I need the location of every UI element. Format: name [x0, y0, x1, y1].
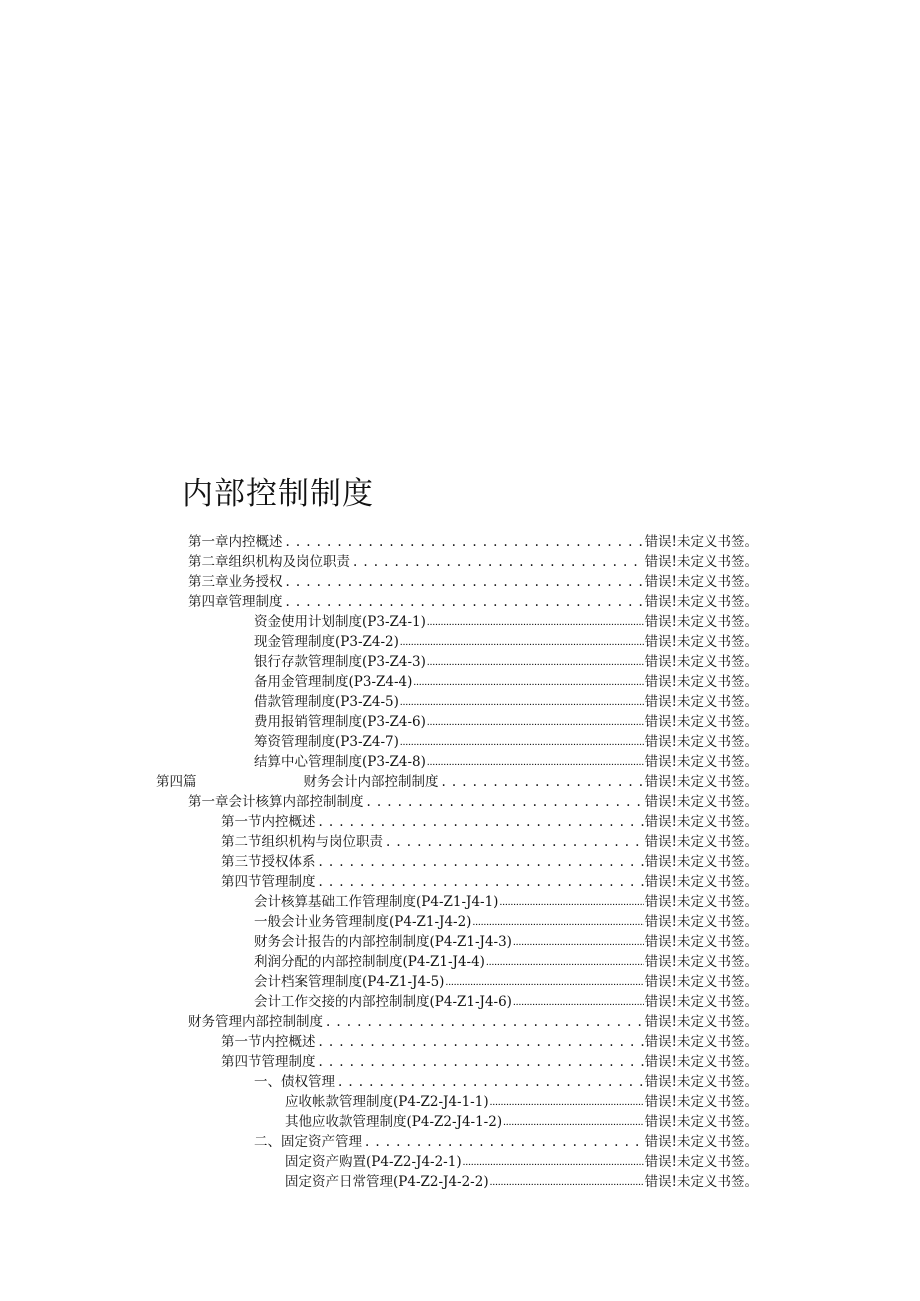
toc-leader-dots: [499, 892, 643, 912]
toc-entry-page: 错误!未定义书签。: [644, 574, 758, 590]
toc-entry-title: 财务管理内部控制制度: [188, 1014, 323, 1030]
toc-entry-title: 会计工作交接的内部控制制度(P4-Z1-J4-6): [254, 994, 512, 1010]
toc-leader-dots: [413, 672, 643, 692]
toc-entry[interactable]: [221, 1032, 758, 1052]
toc-leader-dots: [384, 832, 644, 852]
toc-entry-title: 借款管理制度(P3-Z4-5): [254, 694, 399, 710]
toc-entry[interactable]: [285, 1092, 758, 1112]
toc-entry[interactable]: [254, 912, 758, 932]
toc-entry[interactable]: [254, 632, 758, 652]
toc-entry[interactable]: [188, 792, 758, 812]
toc-leader-dots: [317, 852, 644, 872]
toc-leader-dots: [472, 912, 643, 932]
toc-entry-page: 错误!未定义书签。: [644, 1054, 758, 1070]
toc-entry-page: 错误!未定义书签。: [644, 594, 758, 610]
toc-leader-dots: [317, 1032, 644, 1052]
toc-entry-page: 错误!未定义书签。: [644, 1014, 758, 1030]
toc-entry-title: 第三节授权体系: [221, 854, 316, 870]
toc-entry-title: 第一章内控概述: [188, 534, 283, 550]
document-title: 内部控制制度: [182, 476, 374, 512]
toc-leader-dots: [427, 712, 644, 732]
toc-entry-title: 现金管理制度(P3-Z4-2): [254, 634, 399, 650]
toc-entry[interactable]: [254, 752, 758, 772]
toc-entry[interactable]: [285, 1112, 758, 1132]
toc-leader-dots: [365, 792, 644, 812]
toc-entry-title: 第二章组织机构及岗位职责: [188, 554, 350, 570]
toc-entry-title: 固定资产购置(P4-Z2-J4-2-1): [285, 1154, 462, 1170]
toc-entry-page: 错误!未定义书签。: [644, 834, 758, 850]
toc-leader-dots: [400, 632, 644, 652]
toc-leader-dots: [284, 532, 644, 552]
toc-entry-page: 错误!未定义书签。: [644, 1094, 758, 1110]
toc-entry[interactable]: [285, 1172, 758, 1192]
toc-leader-dots: [513, 932, 644, 952]
toc-leader-dots: [317, 872, 644, 892]
toc-entry-title: 第一章会计核算内部控制制度: [188, 794, 364, 810]
toc-entry[interactable]: [188, 1012, 758, 1032]
toc-entry[interactable]: [254, 732, 758, 752]
toc-entry-page: 错误!未定义书签。: [644, 814, 758, 830]
toc-entry-title: 第四节管理制度: [221, 874, 316, 890]
toc-entry-title: 筹资管理制度(P3-Z4-7): [254, 734, 399, 750]
toc-entry-page: 错误!未定义书签。: [644, 1174, 758, 1190]
toc-entry-title: 应收帐款管理制度(P4-Z2-J4-1-1): [285, 1094, 489, 1110]
toc-leader-dots: [400, 732, 644, 752]
toc-entry-page: 错误!未定义书签。: [644, 934, 758, 950]
toc-leader-dots: [427, 652, 644, 672]
toc-entry[interactable]: [221, 1052, 758, 1072]
toc-leader-dots: [324, 1012, 644, 1032]
toc-leader-dots: [317, 812, 644, 832]
toc-entry[interactable]: [285, 1152, 758, 1172]
toc-entry[interactable]: [254, 992, 758, 1012]
toc-leader-dots: [336, 1072, 644, 1092]
toc-entry[interactable]: [188, 592, 758, 612]
toc-entry-page: 错误!未定义书签。: [644, 1154, 758, 1170]
toc-entry[interactable]: [254, 1072, 758, 1092]
toc-leader-dots: [363, 1132, 644, 1152]
toc-entry-page: 错误!未定义书签。: [644, 614, 758, 630]
toc-entry-page: 错误!未定义书签。: [644, 894, 758, 910]
toc-entry-part[interactable]: [156, 772, 758, 792]
toc-entry-page: 错误!未定义书签。: [644, 1074, 758, 1090]
toc-entry-page: 错误!未定义书签。: [644, 914, 758, 930]
toc-entry-page: 错误!未定义书签。: [644, 654, 758, 670]
toc-entry-page: 错误!未定义书签。: [644, 874, 758, 890]
toc-entry[interactable]: [254, 692, 758, 712]
toc-entry-title: 其他应收款管理制度(P4-Z2-J4-1-2): [285, 1114, 503, 1130]
toc-entry-page: 错误!未定义书签。: [644, 714, 758, 730]
toc-entry-page: 错误!未定义书签。: [644, 534, 758, 550]
toc-entry[interactable]: [254, 932, 758, 952]
toc-entry-title: 会计档案管理制度(P4-Z1-J4-5): [254, 974, 445, 990]
toc-leader-dots: [284, 572, 644, 592]
toc-entry-title: 财务会计内部控制制度: [303, 774, 439, 790]
toc-entry-title: 第三章业务授权: [188, 574, 283, 590]
toc-entry[interactable]: [254, 1132, 758, 1152]
toc-entry[interactable]: [221, 852, 758, 872]
toc-entry-title: 财务会计报告的内部控制制度(P4-Z1-J4-3): [254, 934, 512, 950]
toc-entry-title: 一般会计业务管理制度(P4-Z1-J4-2): [254, 914, 472, 930]
toc-entry-page: 错误!未定义书签。: [644, 1114, 758, 1130]
toc-part-label: 第四篇: [156, 774, 197, 790]
toc-entry-title: 一、债权管理: [254, 1074, 335, 1090]
toc-leader-dots: [463, 1152, 644, 1172]
toc-entry[interactable]: [254, 612, 758, 632]
toc-entry-title: 第一节内控概述: [221, 814, 316, 830]
toc-entry-page: 错误!未定义书签。: [644, 854, 758, 870]
toc-entry-page: 错误!未定义书签。: [644, 1034, 758, 1050]
toc-entry-title: 第一节内控概述: [221, 1034, 316, 1050]
toc-leader-dots: [490, 1172, 644, 1192]
toc-entry-page: 错误!未定义书签。: [644, 754, 758, 770]
toc-entry[interactable]: [254, 712, 758, 732]
toc-entry-page: 错误!未定义书签。: [644, 794, 758, 810]
toc-leader-dots: [284, 592, 644, 612]
toc-leader-dots: [513, 992, 644, 1012]
toc-entry[interactable]: [254, 972, 758, 992]
toc-entry[interactable]: [221, 872, 758, 892]
toc-entry[interactable]: [254, 672, 758, 692]
toc-leader-dots: [317, 1052, 644, 1072]
toc-leader-dots: [351, 552, 644, 572]
toc-entry[interactable]: [254, 952, 758, 972]
toc-entry[interactable]: [254, 652, 758, 672]
toc-entry-title: 利润分配的内部控制制度(P4-Z1-J4-4): [254, 954, 485, 970]
toc-entry-title: 银行存款管理制度(P3-Z4-3): [254, 654, 426, 670]
toc-entry-page: 错误!未定义书签。: [644, 674, 758, 690]
toc-entry-title: 备用金管理制度(P3-Z4-4): [254, 674, 413, 690]
toc-entry[interactable]: [221, 812, 758, 832]
toc-entry-title: 会计核算基础工作管理制度(P4-Z1-J4-1): [254, 894, 499, 910]
toc-entry-page: 错误!未定义书签。: [644, 1134, 758, 1150]
toc-entry-title: 第四章管理制度: [188, 594, 283, 610]
toc-entry[interactable]: [188, 572, 758, 592]
toc-entry-page: 错误!未定义书签。: [644, 554, 758, 570]
toc-entry[interactable]: [254, 892, 758, 912]
toc-leader-dots: [440, 772, 644, 792]
toc-leader-dots: [490, 1092, 644, 1112]
toc-entry-page: 错误!未定义书签。: [644, 734, 758, 750]
toc-entry-page: 错误!未定义书签。: [644, 994, 758, 1010]
toc-entry-title: 第二节组织机构与岗位职责: [221, 834, 383, 850]
toc-leader-dots: [503, 1112, 643, 1132]
toc-leader-dots: [427, 752, 644, 772]
toc-entry[interactable]: [188, 552, 758, 572]
toc-leader-dots: [445, 972, 643, 992]
toc-entry-page: 错误!未定义书签。: [644, 954, 758, 970]
toc-entry-title: 固定资产日常管理(P4-Z2-J4-2-2): [285, 1174, 489, 1190]
toc-entry-title: 资金使用计划制度(P3-Z4-1): [254, 614, 426, 630]
toc-leader-dots: [400, 692, 644, 712]
toc-entry-title: 第四节管理制度: [221, 1054, 316, 1070]
toc-entry-title: 结算中心管理制度(P3-Z4-8): [254, 754, 426, 770]
toc-entry-page: 错误!未定义书签。: [644, 694, 758, 710]
toc-entry-page: 错误!未定义书签。: [644, 974, 758, 990]
toc-entry-title: 二、固定资产管理: [254, 1134, 362, 1150]
toc-entry-page: 错误!未定义书签。: [644, 774, 758, 790]
toc-entry[interactable]: [221, 832, 758, 852]
toc-leader-dots: [427, 612, 644, 632]
toc-leader-dots: [486, 952, 644, 972]
toc-entry[interactable]: [188, 532, 758, 552]
toc-entry-title: 费用报销管理制度(P3-Z4-6): [254, 714, 426, 730]
toc-entry-page: 错误!未定义书签。: [644, 634, 758, 650]
